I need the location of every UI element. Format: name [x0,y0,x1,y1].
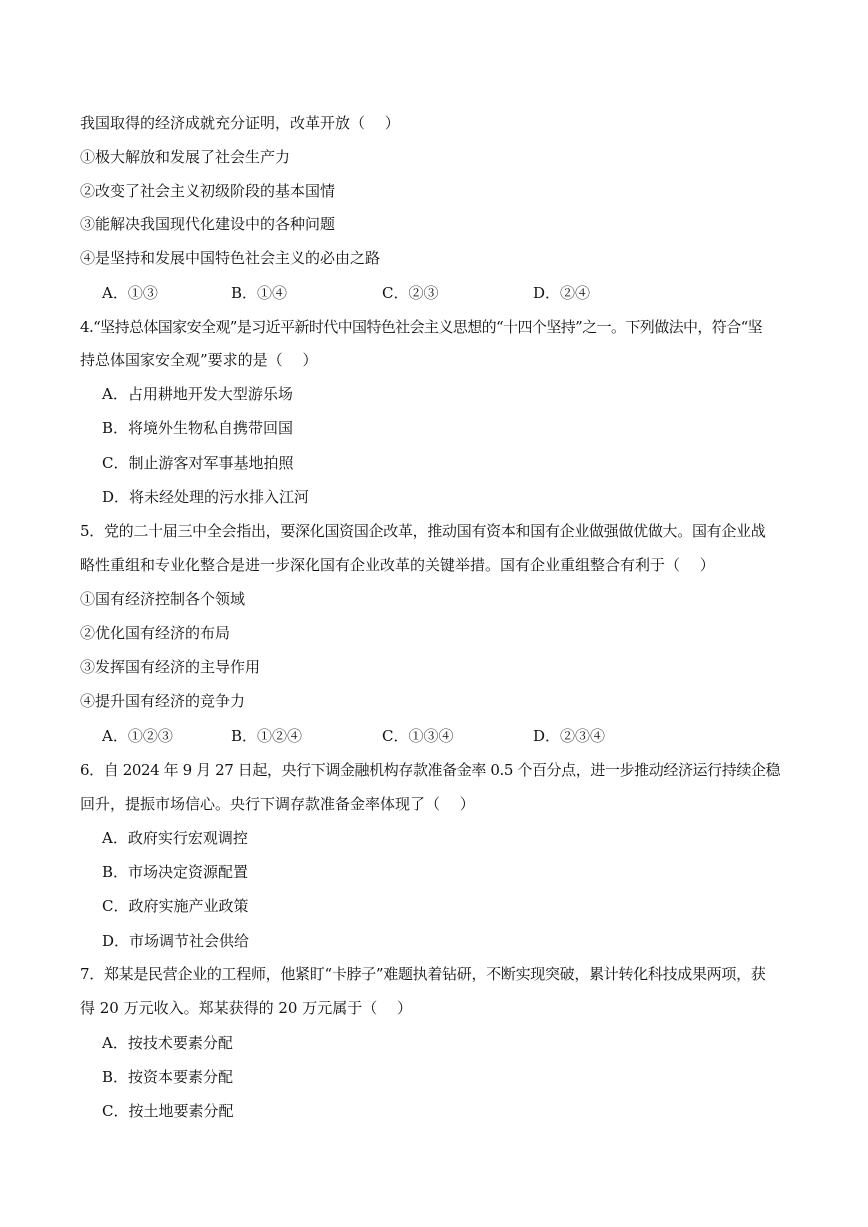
q3-statement-1: ①极大解放和发展了社会生产力 [80,148,291,166]
q5-stem-line-1: 5．党的二十届三中全会指出，要深化国资国企改革，推动国有资本和国有企业做强做优做大。国有企业战 [80,522,766,540]
q3-option-d: D．②④ [533,284,591,302]
q5-option-b: B．①②④ [231,727,303,745]
q6-option-a: A．政府实行宏观调控 [102,829,248,847]
q3-option-b: B．①④ [231,284,288,302]
q5-statement-1: ①国有经济控制各个领域 [80,590,246,608]
q6-stem-line-1: 6．自 2024 年 9 月 27 日起，央行下调金融机构存款准备金率 0.5 个百分点，进一步推动经济运行持续企稳 [80,761,781,779]
q5-statement-2: ②优化国有经济的布局 [80,624,231,642]
q6-stem-line-2: 回升，提振市场信心。央行下调存款准备金率体现了（ ） [80,795,475,813]
q5-option-d: D．②③④ [533,727,606,745]
q7-option-c: C．按土地要素分配 [102,1102,234,1120]
q4-option-a: A．占用耕地开发大型游乐场 [102,385,293,403]
q7-stem-line-2: 得 20 万元收入。郑某获得的 20 万元属于（ ） [80,999,413,1017]
q7-option-b: B．按资本要素分配 [102,1068,234,1086]
q3-stem: 我国取得的经济成就充分证明，改革开放（ ） [80,114,400,132]
q6-option-d: D．市场调节社会供给 [102,932,250,950]
q3-statement-2: ②改变了社会主义初级阶段的基本国情 [80,182,336,200]
q5-option-c: C．①③④ [382,727,454,745]
q6-option-b: B．市场决定资源配置 [102,863,249,881]
q4-option-c: C．制止游客对军事基地拍照 [102,454,294,472]
q3-option-c: C．②③ [382,284,439,302]
q5-statement-4: ④提升国有经济的竞争力 [80,692,246,710]
q6-option-c: C．政府实施产业政策 [102,897,249,915]
q4-stem-line-1: 4.“坚持总体国家安全观”是习近平新时代中国特色社会主义思想的“十四个坚持”之一。下列做法中，符合“坚 [80,318,763,336]
q5-statement-3: ③发挥国有经济的主导作用 [80,658,261,676]
q4-stem-line-2: 持总体国家安全观”要求的是（ ） [80,351,318,369]
q3-option-a: A．①③ [102,284,158,302]
q5-stem-line-2: 略性重组和专业化整合是进一步深化国有企业改革的关键举措。国有企业重组整合有利于（ ） [80,556,715,574]
q5-option-a: A．①②③ [102,727,173,745]
q3-statement-3: ③能解决我国现代化建设中的各种问题 [80,215,336,233]
q3-statement-4: ④是坚持和发展中国特色社会主义的必由之路 [80,249,381,267]
q4-option-d: D．将未经处理的污水排入江河 [102,488,310,506]
q4-option-b: B．将境外生物私自携带回国 [102,419,294,437]
q7-stem-line-1: 7．郑某是民营企业的工程师，他紧盯“卡脖子”难题执着钻研，不断实现突破，累计转化科技成果两项，获 [80,965,766,983]
q7-option-a: A．按技术要素分配 [102,1034,233,1052]
